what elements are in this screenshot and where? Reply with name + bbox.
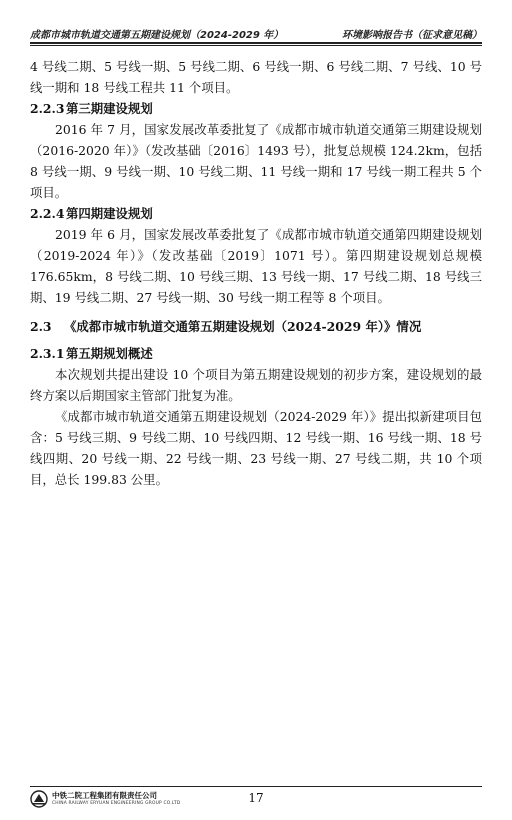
section-2-3-1-heading — [30, 343, 482, 364]
company-name-en: CHINA RAILWAY ERYUAN ENGINEERING GROUP CO.LTD — [52, 801, 181, 806]
section-number: 2.2.3 — [30, 101, 65, 116]
section-number: 2.3.1 — [30, 346, 65, 361]
header-title: 成都市城市轨道交通第五期建设规划（2024-2029 年） — [30, 30, 284, 41]
section-2-3-heading — [30, 316, 482, 337]
section-2-3-1-paragraph-2: 《成都市城市轨道交通第五期建设规划（2024-2029 年）》提出拟新建项目包含：5 号线三期、9 号线二期、10 号线四期、12 号线一期、16 号线一期、18 号线四期、20 号线一期、22 号线一期、23 号线一期、27 号线二期，共 10 个项目，总长 199.83 公里。 — [30, 409, 482, 487]
section-title: 《成都市城市轨道交通第五期建设规划（2024-2029 年）》情况 — [64, 319, 422, 334]
footer-rule — [30, 786, 482, 787]
section-number: 2.2.4 — [30, 206, 65, 221]
header-doc-type: 环境影响报告书（征求意见稿） — [342, 30, 482, 41]
page-number: 17 — [248, 791, 264, 805]
page-body — [30, 56, 482, 490]
company-name: 中铁二院工程集团有限责任公司 — [52, 791, 157, 800]
section-2-2-4-paragraph: 2019 年 6 月，国家发展改革委批复了《成都市城市轨道交通第四期建设规划（2019-2024 年）》（发改基础〔2019〕1071 号）。第四期建设规划总规模 176.65km，8 号线二期、10 号线三期、13 号线一期、17 号线二期、18 号线三期、19 号线二期、27 号线一期、30 号线一期工程等 8 个项目。 — [30, 227, 482, 305]
section-2-2-3-paragraph: 2016 年 7 月，国家发展改革委批复了《成都市城市轨道交通第三期建设规划（2016-2020 年）》（发改基础〔2016〕1493 号），批复总规模 124.2km，包括 8 号线一期、9 号线一期、10 号线二期、11 号线一期和 17 号线一期工程共 5 个项目。 — [30, 122, 482, 200]
section-title: 第四期建设规划 — [66, 206, 153, 221]
header-rule — [30, 42, 482, 44]
section-title: 第三期建设规划 — [66, 101, 153, 116]
section-title: 第五期规划概述 — [66, 346, 153, 361]
section-2-3-1-paragraph-1: 本次规划共提出建设 10 个项目为第五期建设规划的初步方案，建设规划的最终方案以后期国家主管部门批复为准。 — [30, 367, 482, 403]
page-footer — [30, 789, 482, 813]
section-2-2-4-heading — [30, 203, 482, 224]
section-2-2-3-heading — [30, 98, 482, 119]
section-number: 2.3 — [30, 319, 52, 334]
header-rule-thin — [30, 45, 482, 46]
page-header — [30, 26, 482, 41]
intro-paragraph: 4 号线二期、5 号线一期、5 号线二期、6 号线一期、6 号线二期、7 号线、10 号线一期和 18 号线工程共 11 个项目。 — [30, 59, 482, 95]
